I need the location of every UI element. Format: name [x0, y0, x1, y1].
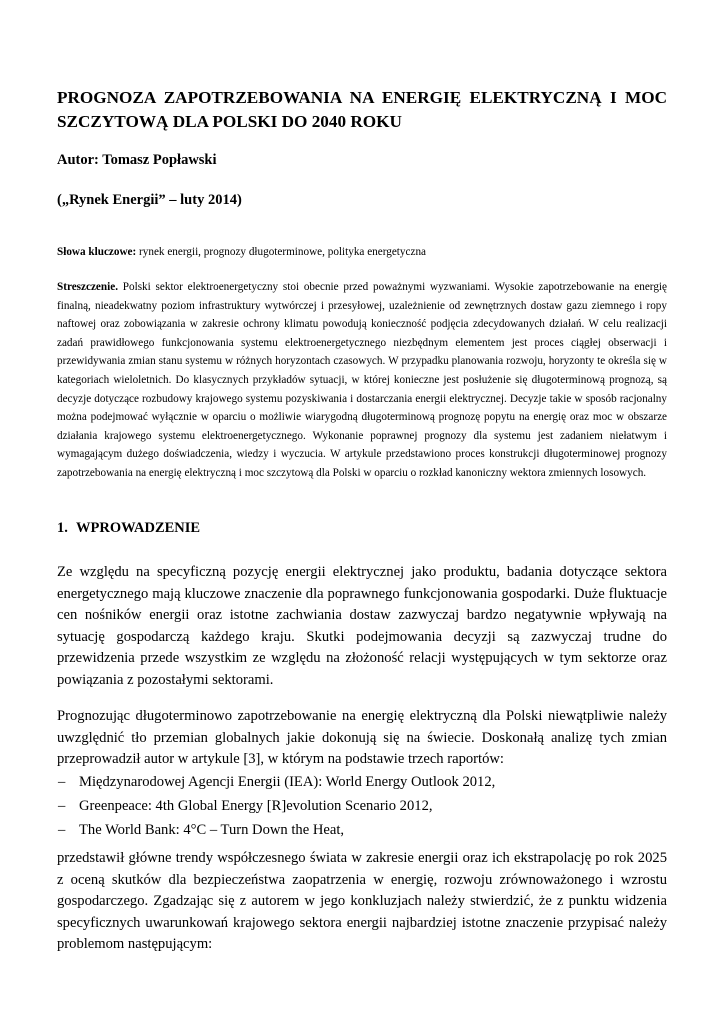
- source-line: („Rynek Energii” – luty 2014): [57, 192, 242, 208]
- list-item-text: Greenpeace: 4th Global Energy [R]evolution Scenario 2012,: [79, 798, 433, 814]
- list-dash: –: [58, 822, 66, 838]
- report-list: [57, 770, 667, 842]
- list-item-text: Międzynarodowej Agencji Energii (IEA): World Energy Outlook 2012,: [79, 774, 496, 790]
- paper-title: PROGNOZA ZAPOTRZEBOWANIA NA ENERGIĘ ELEKTRYCZNĄ I MOC SZCZYTOWĄ DLA POLSKI DO 2040 ROKU: [57, 88, 667, 131]
- list-item: [57, 794, 667, 818]
- list-dash: –: [58, 798, 66, 814]
- section-heading: [57, 518, 200, 538]
- list-dash: –: [58, 774, 66, 790]
- abstract-text: Polski sektor elektroenergetyczny stoi obecnie przed poważnymi wyzwaniami. Wysokie zapotrzebowanie na energię finalną, nieadekwatny poziom infrastruktury wytwórczej i przesyłowej, uzależnienie od zewnętrznych dostaw gazu ziemnego i ropy naftowej oraz zobowiązania w zakresie ochrony klimatu powodują konieczność podjęcia zdecydowanych działań. W celu realizacji zadań prawidłowego funkcjonowania systemu elektroenergetycznego niezbędnym elementem jest proces ciągłej obserwacji i przewidywania zmian stanu systemu w różnych horyzontach czasowych. W przypadku planowania rozwoju, horyzonty te określa się w kategoriach wieloletnich. Do klasycznych przykładów sytuacji, w której konieczne jest posłużenie się długoterminową prognozą, są decyzje dotyczące rozbudowy krajowego systemu pozyskiwania i dostarczania energii elektrycznej. Decyzje takie w sposób racjonalny można podejmować wyłącznie w oparciu o możliwie wiarygodną długoterminową prognozę popytu na energię oraz moc w obszarze działania krajowego systemu elektroenergetycznego. Wykonanie poprawnej prognozy dla systemu jest zadaniem niełatwym i wymagającym dużego doświadczenia, wiedzy i wyczucia. W artykule przedstawiono proces konstrukcji długoterminowej prognozy zapotrzebowania na energię elektryczną i moc szczytową dla Polski w oparciu o rozkład kanoniczny wektora zmiennych losowych.: [57, 281, 667, 479]
- keywords-label: Słowa kluczowe:: [57, 246, 137, 258]
- paragraph-2: Prognozując długoterminowo zapotrzebowanie na energię elektryczną dla Polski niewątpliwie należy uwzględnić tło przemian globalnych jakie dokonują się na świecie. Doskonałą analizę tych zmian przeprowadził autor w artykule [3], w którym na podstawie trzech raportów:: [57, 708, 667, 768]
- section-title: WPROWADZENIE: [76, 520, 201, 536]
- list-item: [57, 770, 667, 794]
- section-number: 1.: [57, 520, 68, 536]
- keywords-text: rynek energii, prognozy długoterminowe, polityka energetyczna: [136, 246, 426, 258]
- list-item: [57, 818, 667, 842]
- paragraph-3: przedstawił główne trendy współczesnego świata w zakresie energii oraz ich ekstrapolację po rok 2025 z oceną skutków dla bezpieczeństwa zaopatrzenia w energię, rozwoju zrównoważonego i wzrostu gospodarczego. Zgadzając się z autorem w jego konkluzjach należy stwierdzić, że z punktu widzenia specyficznych uwarunkowań krajowego sektora energii najbardziej istotne znaczenie przypisać należy problemom następującym:: [57, 850, 667, 953]
- paragraph-1: Ze względu na specyficzną pozycję energii elektrycznej jako produktu, badania dotyczące sektora energetycznego mają kluczowe znaczenie dla poprawnego funkcjonowania gospodarki. Duże fluktuacje cen nośników energii oraz istotne zachwiania dostaw zazwyczaj bardzo negatywnie wpływają na sytuację gospodarczą każdego kraju. Skutki podejmowania decyzji są zazwyczaj trudne do przewidzenia przede wszystkim ze względu na złożoność relacji występujących w tym sektorze oraz powiązania z pozostałymi sektorami.: [57, 564, 667, 688]
- abstract-label: Streszczenie.: [57, 281, 118, 293]
- list-item-text: The World Bank: 4°C – Turn Down the Heat,: [79, 822, 345, 838]
- keywords-line: [57, 244, 426, 260]
- author-line: Autor: Tomasz Popławski: [57, 152, 217, 168]
- abstract: [57, 278, 667, 483]
